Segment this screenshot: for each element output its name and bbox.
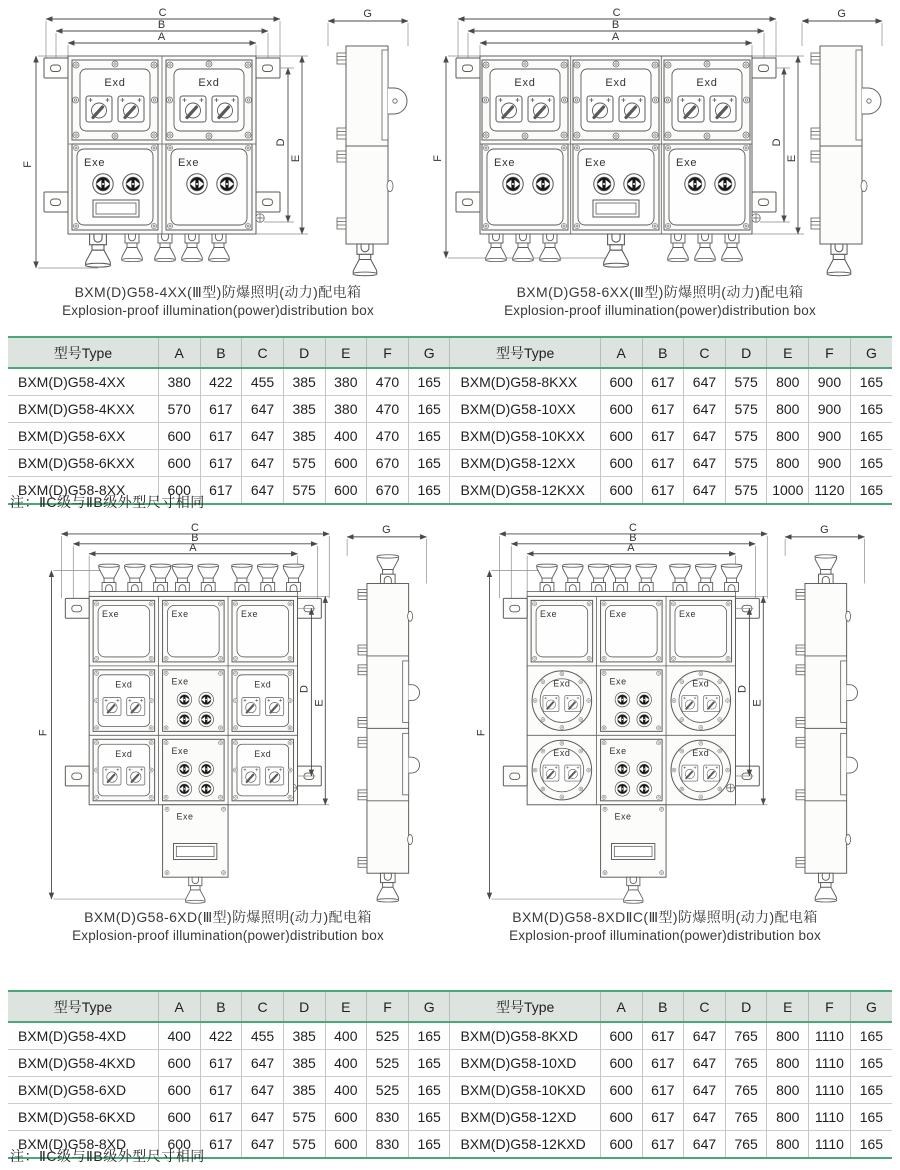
value-cell: 765 bbox=[725, 1131, 767, 1159]
value-cell: 470 bbox=[367, 396, 409, 423]
value-cell: 385 bbox=[283, 368, 325, 396]
value-cell: 647 bbox=[242, 396, 284, 423]
value-cell: 165 bbox=[850, 1131, 892, 1159]
value-cell: 525 bbox=[367, 1022, 409, 1050]
value-cell: 1110 bbox=[809, 1077, 851, 1104]
value-cell: 617 bbox=[642, 477, 684, 505]
value-cell: 617 bbox=[642, 1077, 684, 1104]
front-view bbox=[432, 7, 804, 267]
table-note-2: 注：ⅡC级与ⅡB级外型尺寸相同 bbox=[10, 1148, 205, 1164]
model-cell: BXM(D)G58-6XX bbox=[8, 423, 158, 450]
value-cell: 600 bbox=[158, 1077, 200, 1104]
model-cell: BXM(D)G58-8KXX bbox=[450, 368, 600, 396]
model-cell: BXM(D)G58-6KXD bbox=[8, 1104, 158, 1131]
table-header bbox=[8, 337, 892, 368]
table-row bbox=[8, 1104, 892, 1131]
dim-label-a: A bbox=[157, 31, 167, 43]
value-cell: 765 bbox=[725, 1104, 767, 1131]
value-cell: 617 bbox=[200, 450, 242, 477]
column-header: D bbox=[725, 337, 767, 368]
value-cell: 600 bbox=[158, 1104, 200, 1131]
column-header: F bbox=[809, 337, 851, 368]
value-cell: 617 bbox=[642, 1022, 684, 1050]
value-cell: 165 bbox=[408, 1050, 450, 1077]
column-header: F bbox=[367, 337, 409, 368]
value-cell: 575 bbox=[725, 396, 767, 423]
value-cell: 165 bbox=[850, 1022, 892, 1050]
value-cell: 647 bbox=[242, 450, 284, 477]
value-cell: 165 bbox=[850, 1050, 892, 1077]
dim-label-a: A bbox=[189, 541, 198, 554]
model-cell: BXM(D)G58-4XX bbox=[8, 368, 158, 396]
value-cell: 647 bbox=[242, 477, 284, 505]
value-cell: 385 bbox=[283, 1022, 325, 1050]
table-header bbox=[8, 991, 892, 1022]
column-header: B bbox=[200, 991, 242, 1022]
value-cell: 575 bbox=[283, 450, 325, 477]
value-cell: 570 bbox=[158, 396, 200, 423]
figure-caption-2 bbox=[440, 283, 880, 320]
exe-label: Exe bbox=[614, 811, 632, 822]
dim-label-d: D bbox=[298, 684, 311, 694]
value-cell: 1000 bbox=[767, 477, 809, 505]
drawing-bxmdg58-6xx bbox=[430, 6, 890, 278]
value-cell: 600 bbox=[600, 1104, 642, 1131]
value-cell: 647 bbox=[242, 1104, 284, 1131]
column-header: D bbox=[283, 337, 325, 368]
value-cell: 647 bbox=[684, 1050, 726, 1077]
value-cell: 647 bbox=[684, 1022, 726, 1050]
dim-label-e: E bbox=[786, 153, 798, 163]
model-cell: BXM(D)G58-6XD bbox=[8, 1077, 158, 1104]
value-cell: 600 bbox=[600, 1050, 642, 1077]
value-cell: 647 bbox=[684, 396, 726, 423]
value-cell: 600 bbox=[325, 477, 367, 505]
value-cell: 800 bbox=[767, 368, 809, 396]
column-header: A bbox=[158, 337, 200, 368]
value-cell: 165 bbox=[850, 477, 892, 505]
value-cell: 617 bbox=[642, 1104, 684, 1131]
value-cell: 165 bbox=[408, 477, 450, 505]
dim-label-b: B bbox=[157, 19, 167, 31]
dim-label-b: B bbox=[629, 531, 638, 544]
table-row bbox=[8, 1077, 892, 1104]
dim-label-a: A bbox=[627, 541, 636, 554]
column-header: G bbox=[408, 991, 450, 1022]
value-cell: 617 bbox=[200, 1104, 242, 1131]
model-cell: BXM(D)G58-8KXD bbox=[450, 1022, 600, 1050]
value-cell: 165 bbox=[408, 1077, 450, 1104]
model-cell: BXM(D)G58-4XD bbox=[8, 1022, 158, 1050]
column-header: C bbox=[684, 337, 726, 368]
value-cell: 900 bbox=[809, 396, 851, 423]
value-cell: 600 bbox=[325, 1131, 367, 1159]
figure-caption-3 bbox=[18, 908, 438, 945]
dim-label-b: B bbox=[191, 531, 200, 544]
value-cell: 670 bbox=[367, 477, 409, 505]
column-header: E bbox=[767, 991, 809, 1022]
column-header: F bbox=[809, 991, 851, 1022]
table-row bbox=[8, 991, 892, 1022]
dim-label-e: E bbox=[313, 698, 326, 707]
value-cell: 165 bbox=[408, 450, 450, 477]
value-cell: 617 bbox=[642, 1131, 684, 1159]
value-cell: 422 bbox=[200, 368, 242, 396]
value-cell: 617 bbox=[200, 1050, 242, 1077]
dim-label-c: C bbox=[628, 522, 638, 534]
value-cell: 800 bbox=[767, 1077, 809, 1104]
value-cell: 525 bbox=[367, 1050, 409, 1077]
column-header: 型号Type bbox=[8, 991, 158, 1022]
value-cell: 165 bbox=[850, 450, 892, 477]
value-cell: 647 bbox=[684, 477, 726, 505]
column-header: G bbox=[850, 337, 892, 368]
value-cell: 600 bbox=[325, 450, 367, 477]
dim-label-f: F bbox=[475, 728, 488, 737]
column-header: G bbox=[408, 337, 450, 368]
value-cell: 647 bbox=[684, 1104, 726, 1131]
model-cell: BXM(D)G58-10KXX bbox=[450, 423, 600, 450]
column-header: C bbox=[242, 337, 284, 368]
column-header: D bbox=[725, 991, 767, 1022]
drawing-bxmdg58-8xd bbox=[468, 522, 878, 904]
value-cell: 800 bbox=[767, 396, 809, 423]
value-cell: 575 bbox=[725, 368, 767, 396]
bottom-exe-box bbox=[163, 805, 228, 903]
model-cell: BXM(D)G58-10KXD bbox=[450, 1077, 600, 1104]
value-cell: 617 bbox=[200, 396, 242, 423]
value-cell: 400 bbox=[325, 423, 367, 450]
value-cell: 800 bbox=[767, 1050, 809, 1077]
value-cell: 600 bbox=[600, 423, 642, 450]
column-header: A bbox=[600, 337, 642, 368]
value-cell: 600 bbox=[600, 1022, 642, 1050]
value-cell: 830 bbox=[367, 1131, 409, 1159]
value-cell: 617 bbox=[200, 477, 242, 505]
value-cell: 900 bbox=[809, 423, 851, 450]
value-cell: 900 bbox=[809, 450, 851, 477]
exe-label: Exe bbox=[176, 811, 194, 822]
value-cell: 617 bbox=[642, 423, 684, 450]
value-cell: 617 bbox=[642, 396, 684, 423]
value-cell: 575 bbox=[725, 423, 767, 450]
model-cell: BXM(D)G58-12KXX bbox=[450, 477, 600, 505]
column-header: E bbox=[325, 991, 367, 1022]
caption-model: BXM(D)G58-8XDⅡC(Ⅲ型)防爆照明(动力)配电箱 bbox=[512, 909, 818, 925]
value-cell: 380 bbox=[325, 396, 367, 423]
value-cell: 380 bbox=[325, 368, 367, 396]
value-cell: 670 bbox=[367, 450, 409, 477]
value-cell: 385 bbox=[283, 1077, 325, 1104]
value-cell: 647 bbox=[684, 450, 726, 477]
dim-label-f: F bbox=[432, 154, 444, 162]
value-cell: 647 bbox=[684, 423, 726, 450]
value-cell: 575 bbox=[725, 450, 767, 477]
value-cell: 385 bbox=[283, 396, 325, 423]
dim-label-d: D bbox=[736, 684, 749, 694]
column-header: B bbox=[642, 337, 684, 368]
column-header: F bbox=[367, 991, 409, 1022]
column-header: 型号Type bbox=[450, 991, 600, 1022]
dim-label-e: E bbox=[290, 153, 302, 163]
column-header: E bbox=[325, 337, 367, 368]
value-cell: 617 bbox=[200, 1077, 242, 1104]
caption-model: BXM(D)G58-6XX(Ⅲ型)防爆照明(动力)配电箱 bbox=[516, 284, 804, 300]
dim-label-d: D bbox=[771, 137, 783, 147]
front-view bbox=[475, 522, 767, 903]
column-header: 型号Type bbox=[8, 337, 158, 368]
dim-label-e: E bbox=[751, 698, 764, 707]
value-cell: 617 bbox=[642, 1050, 684, 1077]
dim-label-c: C bbox=[158, 7, 168, 19]
value-cell: 600 bbox=[600, 396, 642, 423]
table-row bbox=[8, 337, 892, 368]
dim-label-f: F bbox=[37, 728, 50, 737]
model-cell: BXM(D)G58-6KXX bbox=[8, 450, 158, 477]
value-cell: 385 bbox=[283, 423, 325, 450]
value-cell: 165 bbox=[408, 1104, 450, 1131]
value-cell: 830 bbox=[367, 1104, 409, 1131]
table-row bbox=[8, 368, 892, 396]
model-cell: BXM(D)G58-8XX bbox=[8, 477, 158, 505]
side-view-6xx bbox=[802, 8, 882, 276]
value-cell: 765 bbox=[725, 1077, 767, 1104]
value-cell: 800 bbox=[767, 1104, 809, 1131]
value-cell: 600 bbox=[600, 477, 642, 505]
value-cell: 400 bbox=[158, 1022, 200, 1050]
value-cell: 1110 bbox=[809, 1022, 851, 1050]
value-cell: 617 bbox=[642, 450, 684, 477]
model-cell: BXM(D)G58-12XX bbox=[450, 450, 600, 477]
value-cell: 422 bbox=[200, 1022, 242, 1050]
caption-english: Explosion-proof illumination(power)distribution box bbox=[62, 303, 374, 319]
column-header: A bbox=[158, 991, 200, 1022]
value-cell: 575 bbox=[725, 477, 767, 505]
value-cell: 400 bbox=[325, 1022, 367, 1050]
front-view bbox=[22, 7, 308, 268]
side-view-6xd bbox=[347, 524, 426, 902]
spec-table-2 bbox=[8, 990, 892, 1159]
table-row bbox=[8, 1050, 892, 1077]
spec-table-1 bbox=[8, 336, 892, 505]
value-cell: 1110 bbox=[809, 1131, 851, 1159]
model-cell: BXM(D)G58-8XD bbox=[8, 1131, 158, 1159]
column-header: D bbox=[283, 991, 325, 1022]
side-view-4xx bbox=[328, 8, 408, 276]
value-cell: 600 bbox=[600, 450, 642, 477]
value-cell: 400 bbox=[325, 1050, 367, 1077]
value-cell: 800 bbox=[767, 423, 809, 450]
model-cell: BXM(D)G58-4KXX bbox=[8, 396, 158, 423]
dim-label-c: C bbox=[190, 522, 200, 534]
value-cell: 900 bbox=[809, 368, 851, 396]
column-header: B bbox=[642, 991, 684, 1022]
value-cell: 1120 bbox=[809, 477, 851, 505]
value-cell: 800 bbox=[767, 1131, 809, 1159]
value-cell: 647 bbox=[684, 1131, 726, 1159]
drawing-bxmdg58-6xd bbox=[30, 522, 440, 904]
model-cell: BXM(D)G58-10XX bbox=[450, 396, 600, 423]
figure-caption-4 bbox=[450, 908, 880, 945]
table-body bbox=[8, 1022, 892, 1158]
value-cell: 165 bbox=[408, 423, 450, 450]
dim-label-d: D bbox=[275, 137, 287, 147]
value-cell: 600 bbox=[325, 1104, 367, 1131]
value-cell: 765 bbox=[725, 1050, 767, 1077]
value-cell: 400 bbox=[325, 1077, 367, 1104]
value-cell: 575 bbox=[283, 1104, 325, 1131]
value-cell: 600 bbox=[158, 1131, 200, 1159]
value-cell: 470 bbox=[367, 368, 409, 396]
value-cell: 647 bbox=[242, 1077, 284, 1104]
column-header: A bbox=[600, 991, 642, 1022]
bottom-exe-box bbox=[601, 805, 666, 903]
caption-english: Explosion-proof illumination(power)distribution box bbox=[504, 303, 816, 319]
value-cell: 455 bbox=[242, 1022, 284, 1050]
value-cell: 617 bbox=[200, 423, 242, 450]
figure-caption-1 bbox=[18, 283, 418, 320]
value-cell: 165 bbox=[850, 1104, 892, 1131]
column-header: 型号Type bbox=[450, 337, 600, 368]
model-cell: BXM(D)G58-10XD bbox=[450, 1050, 600, 1077]
value-cell: 165 bbox=[850, 1077, 892, 1104]
table-body bbox=[8, 368, 892, 504]
value-cell: 165 bbox=[850, 396, 892, 423]
value-cell: 647 bbox=[242, 423, 284, 450]
side-view-8xd bbox=[785, 524, 864, 902]
value-cell: 1110 bbox=[809, 1050, 851, 1077]
value-cell: 800 bbox=[767, 1022, 809, 1050]
column-header: G bbox=[850, 991, 892, 1022]
model-cell: BXM(D)G58-4KXD bbox=[8, 1050, 158, 1077]
dim-label-f: F bbox=[22, 160, 34, 168]
value-cell: 600 bbox=[600, 1131, 642, 1159]
value-cell: 600 bbox=[158, 477, 200, 505]
caption-english: Explosion-proof illumination(power)distribution box bbox=[509, 928, 821, 944]
value-cell: 647 bbox=[242, 1050, 284, 1077]
dim-label-b: B bbox=[611, 19, 621, 31]
value-cell: 647 bbox=[684, 1077, 726, 1104]
value-cell: 647 bbox=[684, 368, 726, 396]
front-view bbox=[37, 522, 329, 903]
dim-label-c: C bbox=[612, 7, 622, 19]
value-cell: 575 bbox=[283, 477, 325, 505]
value-cell: 165 bbox=[408, 1022, 450, 1050]
table-row bbox=[8, 396, 892, 423]
table-note-1: 注：ⅡC级与ⅡB级外型尺寸相同 bbox=[10, 494, 205, 510]
value-cell: 1110 bbox=[809, 1104, 851, 1131]
value-cell: 165 bbox=[408, 368, 450, 396]
value-cell: 470 bbox=[367, 423, 409, 450]
column-header: C bbox=[242, 991, 284, 1022]
value-cell: 617 bbox=[642, 368, 684, 396]
value-cell: 765 bbox=[725, 1022, 767, 1050]
value-cell: 165 bbox=[408, 396, 450, 423]
value-cell: 380 bbox=[158, 368, 200, 396]
value-cell: 165 bbox=[850, 368, 892, 396]
value-cell: 647 bbox=[242, 1131, 284, 1159]
caption-english: Explosion-proof illumination(power)distribution box bbox=[72, 928, 384, 944]
column-header: E bbox=[767, 337, 809, 368]
dim-label-a: A bbox=[611, 31, 621, 43]
value-cell: 600 bbox=[600, 368, 642, 396]
value-cell: 800 bbox=[767, 450, 809, 477]
value-cell: 525 bbox=[367, 1077, 409, 1104]
drawing-bxmdg58-4xx bbox=[18, 6, 418, 278]
value-cell: 600 bbox=[158, 1050, 200, 1077]
model-cell: BXM(D)G58-12KXD bbox=[450, 1131, 600, 1159]
table-row bbox=[8, 423, 892, 450]
value-cell: 455 bbox=[242, 368, 284, 396]
value-cell: 600 bbox=[158, 423, 200, 450]
column-header: B bbox=[200, 337, 242, 368]
value-cell: 165 bbox=[850, 423, 892, 450]
table-row bbox=[8, 450, 892, 477]
value-cell: 600 bbox=[158, 450, 200, 477]
value-cell: 385 bbox=[283, 1050, 325, 1077]
value-cell: 600 bbox=[600, 1077, 642, 1104]
value-cell: 617 bbox=[200, 1131, 242, 1159]
value-cell: 165 bbox=[408, 1131, 450, 1159]
column-header: C bbox=[684, 991, 726, 1022]
caption-model: BXM(D)G58-4XX(Ⅲ型)防爆照明(动力)配电箱 bbox=[74, 284, 362, 300]
model-cell: BXM(D)G58-12XD bbox=[450, 1104, 600, 1131]
value-cell: 575 bbox=[283, 1131, 325, 1159]
table-row bbox=[8, 1022, 892, 1050]
caption-model: BXM(D)G58-6XD(Ⅲ型)防爆照明(动力)配电箱 bbox=[84, 909, 372, 925]
